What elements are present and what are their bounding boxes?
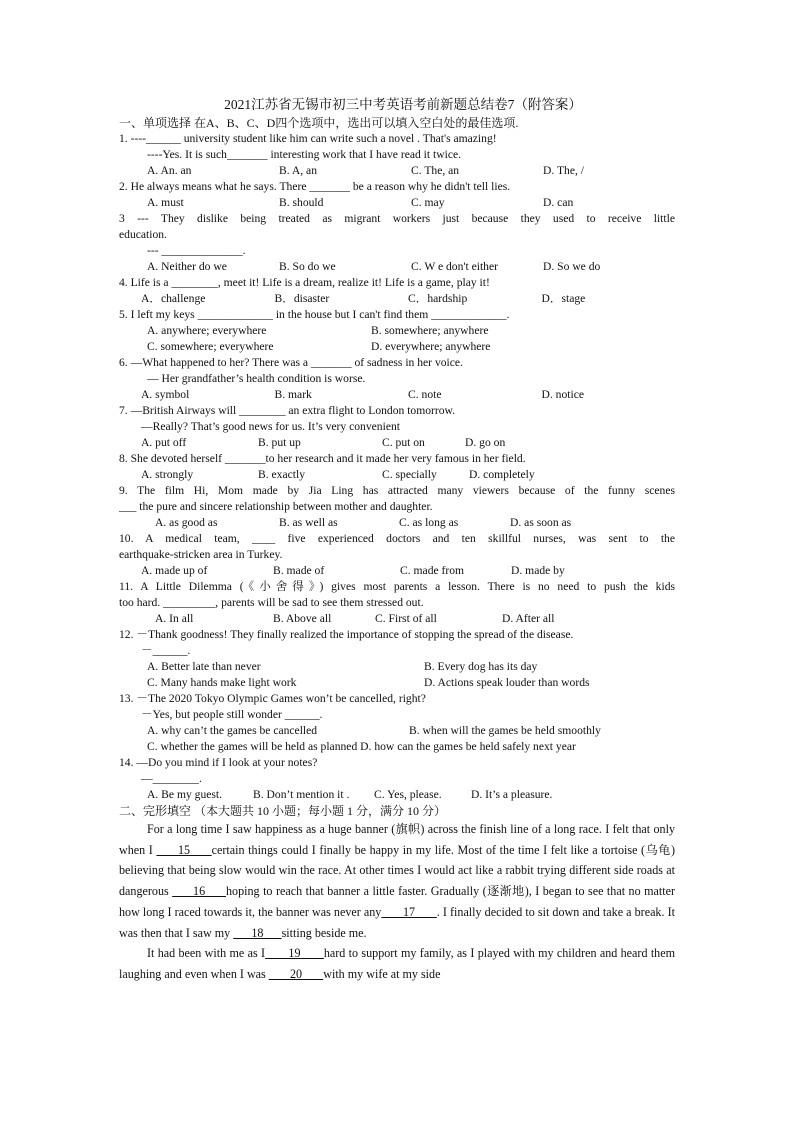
question-3: 3 --- They dislike being treated as migrant workers just because they used to receive little — [119, 212, 675, 225]
question-2-options — [119, 195, 675, 211]
question-6-dialogue: — Her grandfather’s health condition is worse. — [147, 372, 366, 385]
question-11: 11. A Little Dilemma (《小舍得》) gives most parents a lesson. There is no need to push the kids — [119, 580, 675, 593]
option-c: C. put on — [382, 436, 425, 449]
blank-18: 18 — [233, 925, 282, 940]
option-c: C. whether the games will be held as planned — [147, 740, 358, 753]
question-12: 12. －Thank goodness! They finally realized the importance of stopping the spread of the disease. — [119, 628, 574, 641]
question-14-reply: —________. — [141, 772, 202, 785]
option-b: B. A, an — [279, 164, 318, 177]
option-a: A. symbol — [141, 388, 190, 401]
question-1: 1. ----______ university student like him can write such a novel . That's amazing! — [119, 132, 497, 145]
option-b: B. as well as — [279, 516, 338, 529]
option-c: C. somewhere; everywhere — [147, 340, 274, 353]
cloze-text: hard to support my family, as I played with my children and heard them laughing and even when I was — [119, 946, 676, 981]
option-b: B. exactly — [258, 468, 306, 481]
option-d: D. notice — [541, 388, 584, 401]
option-d: D. It’s a pleasure. — [471, 788, 553, 801]
option-a: A. Be my guest. — [147, 788, 223, 801]
option-d: D. After all — [502, 612, 555, 625]
option-a: A. as good as — [155, 516, 218, 529]
question-3-reply: --- ______________. — [147, 244, 246, 257]
option-c: C. Yes, please. — [374, 788, 442, 801]
option-d: D. can — [543, 196, 574, 209]
question-9: 9. The film Hi, Mom made by Jia Ling has attracted many viewers because of the funny scenes — [119, 484, 675, 497]
cloze-text: sitting beside me. — [281, 925, 367, 940]
option-b: B. mark — [274, 388, 312, 401]
option-a: A. must — [147, 196, 184, 209]
option-c: C. The, an — [411, 164, 460, 177]
section-1-heading: 一、单项选择 在A、B、C、D四个选项中，选出可以填入空白处的最佳选项. — [119, 116, 519, 130]
question-5: 5. I left my keys _____________ in the house but I can't find them _____________. — [119, 308, 510, 321]
option-a: A. strongly — [141, 468, 194, 481]
option-b: B. when will the games be held smoothly — [409, 724, 601, 737]
question-8-options — [119, 467, 675, 483]
option-d: D. The, / — [543, 164, 585, 177]
option-d: D. how can the games be held safely next year — [360, 740, 576, 753]
question-12-options-cd — [119, 675, 675, 691]
option-c: C. made from — [400, 564, 465, 577]
question-13: 13. －The 2020 Tokyo Olympic Games won’t be cancelled, right? — [119, 692, 426, 705]
question-7-dialogue: —Really? That’s good news for us. It’s very convenient — [141, 420, 400, 433]
option-b: B. Don’t mention it . — [253, 788, 350, 801]
blank-15: 15 — [156, 842, 212, 857]
option-d: D. completely — [469, 468, 535, 481]
question-13-reply: －Yes, but people still wonder ______. — [141, 708, 323, 721]
question-13-options-cd — [119, 739, 675, 755]
question-2: 2. He always means what he says. There _______ be a reason why he didn't tell lies. — [119, 180, 511, 193]
question-7: 7. —British Airways will ________ an extra flight to London tomorrow. — [119, 404, 456, 417]
question-5-options-ab — [119, 323, 675, 339]
option-c: C. W e don't either — [411, 260, 498, 273]
cloze-text: For a long time I saw happiness as a huge banner (旗帜) across the finish line of a long race. I felt that only when I — [119, 822, 675, 857]
option-d: D. everywhere; anywhere — [371, 340, 491, 353]
option-d: D. go on — [465, 436, 506, 449]
exam-page — [119, 97, 675, 985]
question-14: 14. —Do you mind if I look at your notes? — [119, 756, 318, 769]
cloze-text: certain things could I finally be happy in my life. Most of the time I felt like a tortoise (乌龟) believing that being slow would win the race. At other times I would act like a rabbit trying different side roads at dangerous — [119, 842, 675, 899]
option-a: A. put off — [141, 436, 187, 449]
option-d: D. So we do — [543, 260, 601, 273]
option-c: C．hardship — [408, 292, 468, 305]
question-9-cont: ___ the pure and sincere relationship between mother and daughter. — [119, 500, 433, 513]
question-5-options-cd — [119, 339, 675, 355]
question-12-options-ab — [119, 659, 675, 675]
cloze-paragraph-1 — [119, 819, 675, 943]
cloze-text: with my wife at my side — [323, 966, 441, 981]
cloze-text: . I finally decided to sit down and take a break. It was then that I saw my — [119, 904, 675, 940]
question-14-options — [119, 787, 675, 803]
option-b: B. Above all — [273, 612, 332, 625]
option-a: A. why can’t the games be cancelled — [147, 724, 318, 737]
blank-19: 19 — [265, 946, 324, 961]
question-10-options — [119, 563, 675, 579]
question-11-cont: too hard. _________, parents will be sad to see them stressed out. — [119, 596, 424, 609]
option-a: A. Better late than never — [147, 660, 261, 673]
question-8: 8. She devoted herself _______to her research and it made her very famous in her field. — [119, 452, 526, 465]
option-a: A. Neither do we — [147, 260, 227, 273]
cloze-paragraph-2 — [119, 943, 675, 984]
option-a: A. In all — [155, 612, 194, 625]
question-6-options — [119, 387, 675, 403]
blank-16: 16 — [172, 884, 226, 899]
option-d: D. made by — [511, 564, 565, 577]
option-b: B. should — [279, 196, 324, 209]
question-10: 10. A medical team, ____ five experienced doctors and ten skillful nurses, was sent to the — [119, 532, 675, 545]
option-c: C. as long as — [399, 516, 459, 529]
question-12-reply: －______. — [141, 644, 191, 657]
question-1-options — [119, 163, 675, 179]
question-13-options-ab — [119, 723, 675, 739]
question-10-cont: earthquake-stricken area in Turkey. — [119, 548, 283, 561]
page-title: 2021江苏省无锡市初三中考英语考前新题总结卷7（附答案） — [224, 97, 582, 112]
option-a: A．challenge — [141, 292, 206, 305]
question-3-options — [119, 259, 675, 275]
blank-17: 17 — [381, 904, 437, 919]
question-11-options — [119, 611, 675, 627]
question-1-dialogue: ----Yes. It is such_______ interesting work that I have read it twice. — [147, 148, 462, 161]
question-9-options — [119, 515, 675, 531]
option-c: C. First of all — [375, 612, 437, 625]
option-b: B. put up — [258, 436, 301, 449]
blank-20: 20 — [268, 966, 324, 981]
question-6: 6. —What happened to her? There was a _______ of sadness in her voice. — [119, 356, 463, 369]
option-b: B．disaster — [274, 292, 330, 305]
option-a: A. made up of — [141, 564, 208, 577]
option-a: A. An. an — [147, 164, 192, 177]
option-c: C. note — [408, 388, 442, 401]
option-b: B. somewhere; anywhere — [371, 324, 489, 337]
option-c: C. may — [411, 196, 445, 209]
option-d: D. as soon as — [510, 516, 572, 529]
option-b: B. Every dog has its day — [424, 660, 538, 673]
cloze-text: hoping to reach that banner a little faster. Gradually (逐渐地), I began to see that no matter how long I raced towards it, the banner was never any — [119, 884, 675, 919]
option-b: B. made of — [273, 564, 325, 577]
question-3-cont: education. — [119, 228, 167, 241]
section-2-heading: 二、完形填空 （本大题共 10 小题；每小题 1 分，满分 10 分） — [119, 804, 447, 818]
question-4-options — [119, 291, 675, 307]
option-c: C. Many hands make light work — [147, 676, 297, 689]
question-7-options — [119, 435, 675, 451]
option-c: C. specially — [382, 468, 437, 481]
option-a: A. anywhere; everywhere — [147, 324, 267, 337]
option-d: D. Actions speak louder than words — [424, 676, 590, 689]
option-b: B. So do we — [279, 260, 336, 273]
option-d: D．stage — [541, 292, 586, 305]
question-4: 4. Life is a ________, meet it! Life is a dream, realize it! Life is a game, play it! — [119, 276, 490, 289]
cloze-text: It had been with me as I — [147, 946, 266, 961]
